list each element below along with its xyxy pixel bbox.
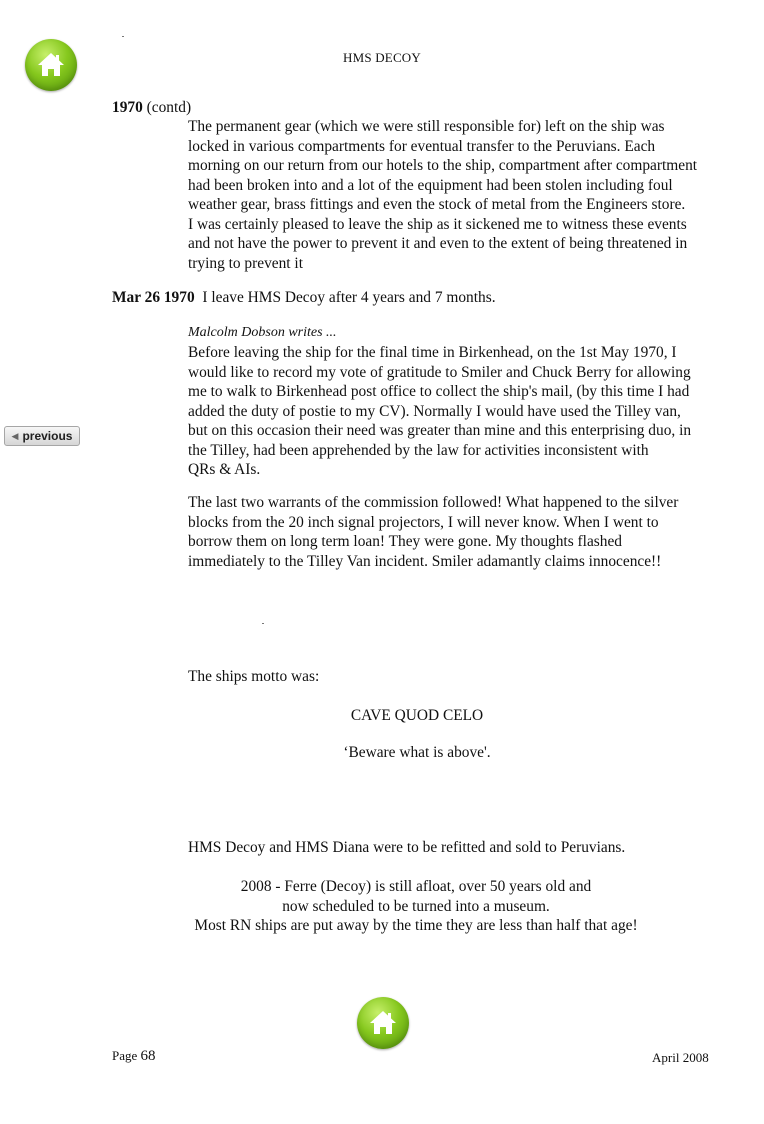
text-line: Before leaving the ship for the final time in Birkenhead, on the 1st May 1970, I (188, 344, 677, 361)
previous-label: previous (22, 429, 73, 443)
text-line: but on this occasion their need was greater than mine and this enterprising duo, in (188, 422, 692, 439)
diary-entry (112, 288, 496, 308)
text-line: The last two warrants of the commission followed! What happened to the silver (188, 494, 679, 511)
section-heading (112, 98, 191, 118)
dobson-paragraph-1 (188, 343, 748, 480)
text-line: I was certainly pleased to leave the ship as it sickened me to witness these events (188, 215, 687, 233)
motto-latin: CAVE QUOD CELO (350, 707, 484, 724)
text-line: now scheduled to be turned into a museum. (282, 897, 550, 915)
entry-text: I leave HMS Decoy after 4 years and 7 months. (202, 289, 496, 306)
text-line: the Tilley, had been apprehended by the law for activities inconsistent with (188, 441, 649, 459)
previous-button[interactable] (4, 426, 80, 446)
text-line: would like to record my vote of gratitude to Smiler and Chuck Berry for allowing (188, 363, 691, 381)
text-line: trying to prevent it (188, 254, 303, 272)
text-line: weather gear, brass fittings and even the stock of metal from the Engineers store. (188, 196, 686, 213)
entry-date: Mar 26 1970 (112, 289, 195, 306)
page-number (112, 1048, 156, 1065)
text-line: 2008 - Ferre (Decoy) is still afloat, over 50 years old and (240, 878, 592, 895)
triangle-left-icon: ◀ (11, 430, 19, 441)
dobson-byline: Malcolm Dobson writes ... (188, 325, 337, 340)
page-number-value: 68 (140, 1048, 156, 1064)
section-year: 1970 (112, 99, 143, 116)
closing-note (0, 877, 764, 936)
dobson-paragraph-2 (188, 493, 748, 571)
text-line: locked in various compartments for eventual transfer to the Peruvians. Each (188, 137, 656, 155)
text-line: had been broken into and a lot of the equipment had been stolen including foul (188, 176, 673, 194)
motto-intro: The ships motto was: (188, 668, 320, 685)
page-header-title: HMS DECOY (342, 50, 421, 65)
section-contd: (contd) (146, 99, 192, 116)
section-paragraph (188, 117, 748, 273)
refit-note: HMS Decoy and HMS Diana were to be refitted and sold to Peruvians. (188, 839, 626, 856)
text-line: added the duty of postie to my CV). Normally I would have used the Tilley van, (188, 402, 681, 420)
text-line: me to walk to Birkenhead post office to collect the ship's mail, (by this time I had (188, 383, 690, 400)
text-line: borrow them on long term loan! They were gone. My thoughts flashed (188, 533, 622, 550)
text-line: immediately to the Tilley Van incident. Smiler adamantly claims innocence!! (188, 552, 662, 570)
motto-translation: ‘Beware what is above'. (343, 744, 491, 761)
text-line: Most RN ships are put away by the time they are less than half that age! (194, 917, 638, 934)
page-label: Page (112, 1048, 138, 1063)
footer-date: April 2008 (652, 1050, 709, 1065)
text-line: morning on our return from our hotels to the ship, compartment after compartment (188, 157, 698, 174)
text-line: blocks from the 20 inch signal projectors, I will never know. When I went to (188, 513, 659, 531)
scan-speck (122, 36, 124, 37)
home-button-bottom[interactable] (357, 997, 409, 1049)
text-line: QRs & AIs. (188, 461, 261, 478)
text-line: The permanent gear (which we were still responsible for) left on the ship was (188, 118, 665, 135)
scan-speck (262, 623, 264, 624)
text-line: and not have the power to prevent it and even to the extent of being threatened in (188, 235, 688, 252)
home-icon (367, 1007, 399, 1039)
